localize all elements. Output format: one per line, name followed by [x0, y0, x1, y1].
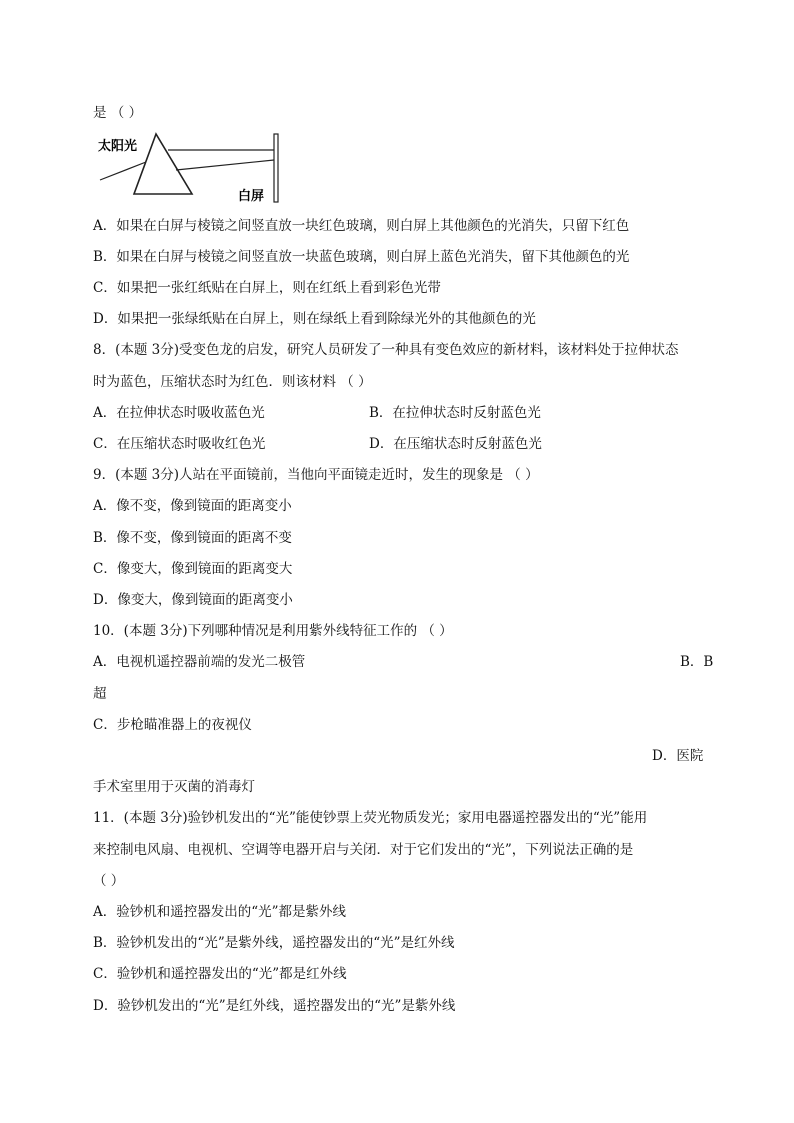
q9-option-d: D．像变大，像到镜面的距离变小 [93, 592, 293, 608]
incident-ray [100, 162, 146, 180]
label-screen: 白屏 [238, 188, 265, 203]
q8-option-b: B．在拉伸状态时反射蓝色光 [369, 405, 541, 421]
label-sun: 太阳光 [98, 138, 138, 153]
prism [134, 134, 192, 194]
q7-option-d: D．如果把一张绿纸贴在白屏上，则在绿纸上看到除绿光外的其他颜色的光 [93, 311, 536, 327]
q9-option-c: C．像变大，像到镜面的距离变大 [93, 561, 293, 577]
q11-stem-line3: （ ） [93, 873, 125, 889]
q11-stem-line1: 11．(本题 3分)验钞机发出的“光”能使钞票上荧光物质发光；家用电器遥控器发出的“光”能用 [93, 810, 648, 826]
q9-option-b: B．像不变，像到镜面的距离不变 [93, 530, 292, 546]
q8-option-a: A．在拉伸状态时吸收蓝色光 [93, 405, 265, 421]
q8-option-d: D．在压缩状态时反射蓝色光 [369, 436, 542, 452]
q11-option-d: D．验钞机发出的“光”是红外线，遥控器发出的“光”是紫外线 [93, 998, 456, 1014]
q9-option-a: A．像不变，像到镜面的距离变小 [93, 498, 292, 514]
q10-option-a: A．电视机遥控器前端的发光二极管 [93, 654, 306, 670]
q11-stem-line2: 来控制电风扇、电视机、空调等电器开启与关闭．对于它们发出的“光”，下列说法正确的是 [93, 842, 634, 858]
q8-stem-line2: 时为蓝色，压缩状态时为红色．则该材料 （ ） [93, 374, 372, 390]
white-screen [274, 134, 278, 202]
q11-option-a: A．验钞机和遥控器发出的“光”都是紫外线 [93, 904, 347, 920]
q10-option-b-part1: B．B [680, 654, 714, 670]
dispersed-ray-bottom [176, 160, 274, 170]
q7-option-b: B．如果在白屏与棱镜之间竖直放一块蓝色玻璃，则白屏上蓝色光消失，留下其他颜色的光 [93, 249, 630, 265]
prism-dispersion-figure [96, 128, 286, 204]
q7-option-c: C．如果把一张红纸贴在白屏上，则在红纸上看到彩色光带 [93, 280, 441, 296]
q10-stem: 10．(本题 3分)下列哪种情况是利用紫外线特征工作的 （ ） [93, 623, 453, 639]
q10-option-c: C．步枪瞄准器上的夜视仪 [93, 717, 252, 733]
q11-option-c: C．验钞机和遥控器发出的“光”都是红外线 [93, 966, 347, 982]
q11-option-b: B．验钞机发出的“光”是紫外线，遥控器发出的“光”是红外线 [93, 935, 455, 951]
q7-stem-end: 是 （ ） [93, 105, 143, 121]
q10-option-d-part2: 手术室里用于灭菌的消毒灯 [93, 779, 255, 795]
q7-option-a: A．如果在白屏与棱镜之间竖直放一块红色玻璃，则白屏上其他颜色的光消失，只留下红色 [93, 218, 630, 234]
q10-option-b-part2: 超 [93, 686, 107, 702]
q10-option-d-part1: D．医院 [652, 748, 704, 764]
q8-stem-line1: 8．(本题 3分)受变色龙的启发，研究人员研发了一种具有变色效应的新材料，该材料处于拉伸状态 [93, 342, 679, 358]
q9-stem: 9．(本题 3分)人站在平面镜前，当他向平面镜走近时，发生的现象是 （ ） [93, 467, 539, 483]
q8-option-c: C．在压缩状态时吸收红色光 [93, 436, 266, 452]
